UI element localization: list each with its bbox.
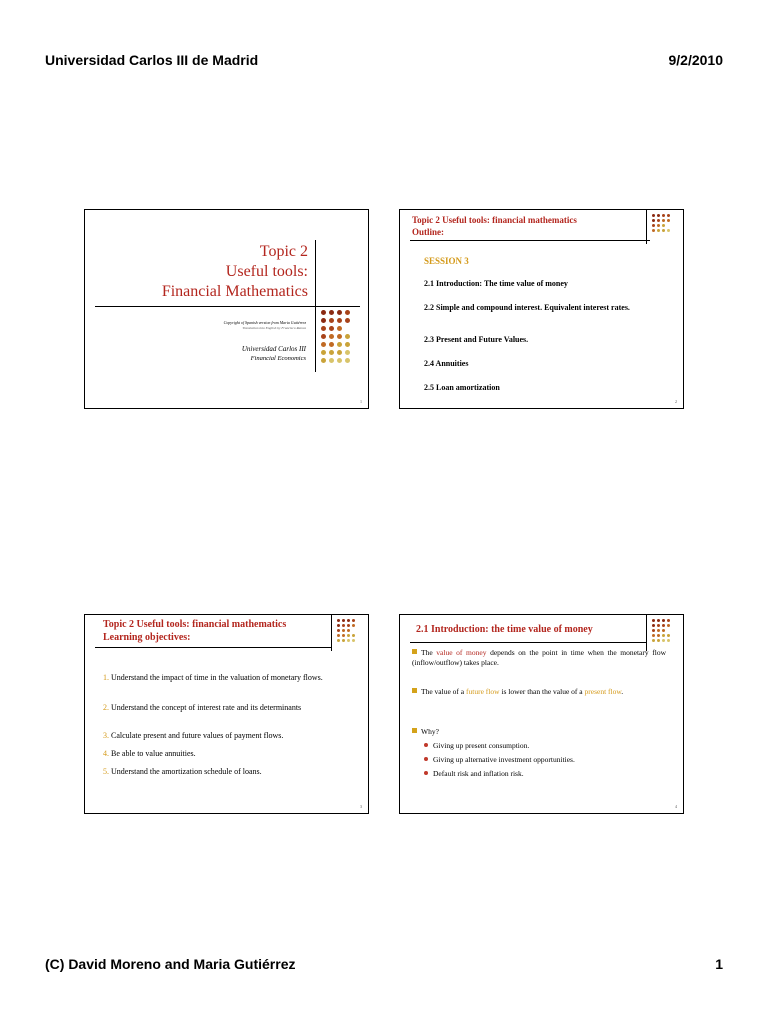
slide4-sub-1: Giving up present consumption. xyxy=(424,741,529,750)
pattern-dot xyxy=(345,350,350,355)
pattern-dot xyxy=(657,214,660,217)
pattern-dot xyxy=(667,634,670,637)
round-bullet-icon xyxy=(424,743,428,747)
pattern-dot xyxy=(321,358,326,363)
pattern-dot xyxy=(337,629,340,632)
slide3-title-2: Learning objectives: xyxy=(103,632,191,643)
slide1-title-3: Financial Mathematics xyxy=(161,283,308,300)
slide4-bullet-1: The value of money depends on the point in time when the monetary flow (inflow/outflow) takes place. xyxy=(412,648,666,667)
pattern-dot xyxy=(321,334,326,339)
pattern-dot xyxy=(347,634,350,637)
pattern-dot xyxy=(329,326,334,331)
pattern-dot xyxy=(652,229,655,232)
slide2-item-1: 2.1 Introduction: The time value of money xyxy=(424,279,568,288)
pattern-dot xyxy=(662,619,665,622)
pattern-dot xyxy=(652,629,655,632)
slide3-title-1: Topic 2 Useful tools: financial mathematics xyxy=(103,619,287,630)
pattern-dot xyxy=(337,350,342,355)
pattern-dot xyxy=(662,624,665,627)
slide-2 xyxy=(399,209,684,409)
pattern-dot xyxy=(657,634,660,637)
pattern-dot xyxy=(345,334,350,339)
pattern-dot xyxy=(662,224,665,227)
slide3-objective-3: 3. Calculate present and future values of payment flows. xyxy=(103,731,284,740)
pattern-dot xyxy=(652,224,655,227)
pattern-dot xyxy=(342,624,345,627)
slide2-item-5: 2.5 Loan amortization xyxy=(424,383,500,392)
slide2-title-2: Outline: xyxy=(412,227,445,237)
pattern-dot xyxy=(657,229,660,232)
slide2-item-4: 2.4 Annuities xyxy=(424,359,469,368)
pattern-dot xyxy=(345,342,350,347)
pattern-dot xyxy=(667,639,670,642)
pattern-dot xyxy=(337,326,342,331)
pattern-dot xyxy=(667,619,670,622)
pattern-dot xyxy=(337,619,340,622)
pattern-dot xyxy=(352,624,355,627)
slide1-copyright-2: Translation into English by Francisco Ramos xyxy=(242,326,306,330)
pattern-dot xyxy=(652,219,655,222)
slide4-sub-3: Default risk and inflation risk. xyxy=(424,769,524,778)
slide-1 xyxy=(84,209,369,409)
slide4-sub-2: Giving up alternative investment opportunities. xyxy=(424,755,575,764)
pattern-dot xyxy=(337,342,342,347)
pattern-dot xyxy=(342,629,345,632)
pattern-dot xyxy=(329,318,334,323)
pattern-dot xyxy=(337,310,342,315)
pattern-dot xyxy=(667,229,670,232)
pattern-dot xyxy=(321,350,326,355)
square-bullet-icon xyxy=(412,649,417,654)
pattern-dot xyxy=(657,629,660,632)
square-bullet-icon xyxy=(412,728,417,733)
round-bullet-icon xyxy=(424,757,428,761)
slide1-title-2: Useful tools: xyxy=(225,263,308,280)
round-bullet-icon xyxy=(424,771,428,775)
slide4-bullet-why: Why? xyxy=(412,727,439,736)
pattern-dot xyxy=(329,350,334,355)
pattern-dot xyxy=(652,639,655,642)
pattern-dot xyxy=(667,214,670,217)
slide3-objective-2: 2. Understand the concept of interest rate and its determinants xyxy=(103,703,302,712)
doc-footer-left: (C) David Moreno and Maria Gutiérrez xyxy=(45,956,296,972)
slide4-bullet-2: The value of a future flow is lower than the value of a present flow. xyxy=(412,687,666,697)
slide3-objective-4: 4. Be able to value annuities. xyxy=(103,749,196,758)
pattern-dot xyxy=(337,639,340,642)
slide-4 xyxy=(399,614,684,814)
pattern-dot xyxy=(342,619,345,622)
pattern-dot xyxy=(652,214,655,217)
doc-header-left: Universidad Carlos III de Madrid xyxy=(45,52,259,68)
slide2-session: SESSION 3 xyxy=(424,256,469,266)
pattern-dot xyxy=(352,634,355,637)
pattern-dot xyxy=(337,634,340,637)
pattern-dot xyxy=(652,619,655,622)
pattern-dot xyxy=(662,214,665,217)
pattern-dot xyxy=(329,310,334,315)
pattern-dot xyxy=(667,624,670,627)
slide1-title-1: Topic 2 xyxy=(259,243,308,260)
pattern-dot xyxy=(662,634,665,637)
square-bullet-icon xyxy=(412,688,417,693)
pattern-dot xyxy=(347,629,350,632)
pattern-dot xyxy=(345,358,350,363)
pattern-dot xyxy=(662,229,665,232)
doc-footer-right: 1 xyxy=(715,956,723,972)
slide4-title: 2.1 Introduction: the time value of money xyxy=(416,624,593,635)
pattern-dot xyxy=(347,624,350,627)
pattern-dot xyxy=(321,310,326,315)
pattern-dot xyxy=(321,318,326,323)
pattern-dot xyxy=(662,219,665,222)
pattern-dot xyxy=(342,634,345,637)
slide4-page-number: 4 xyxy=(675,804,677,809)
pattern-dot xyxy=(667,219,670,222)
pattern-dot xyxy=(657,639,660,642)
pattern-dot xyxy=(321,342,326,347)
slide1-page-number: 1 xyxy=(360,399,362,404)
slide1-university: Universidad Carlos III xyxy=(241,345,306,353)
pattern-dot xyxy=(329,358,334,363)
pattern-dot xyxy=(352,619,355,622)
pattern-dot xyxy=(321,326,326,331)
slide3-page-number: 3 xyxy=(360,804,362,809)
pattern-dot xyxy=(662,629,665,632)
slide3-objective-1: 1. Understand the impact of time in the valuation of monetary flows. xyxy=(103,673,323,682)
pattern-dot xyxy=(337,358,342,363)
pattern-dot xyxy=(657,219,660,222)
pattern-dot xyxy=(345,310,350,315)
pattern-dot xyxy=(662,639,665,642)
pattern-dot xyxy=(347,619,350,622)
slide2-page-number: 2 xyxy=(675,399,677,404)
slide1-course: Financial Economics xyxy=(250,355,306,362)
pattern-dot xyxy=(329,334,334,339)
pattern-dot xyxy=(652,634,655,637)
doc-header-right: 9/2/2010 xyxy=(668,52,723,68)
slide3-objective-5: 5. Understand the amortization schedule of loans. xyxy=(103,767,262,776)
slide1-copyright-1: Copyright of Spanish version from Maria Gutiérrez xyxy=(223,320,306,325)
slide2-title-1: Topic 2 Useful tools: financial mathematics xyxy=(412,215,577,225)
pattern-dot xyxy=(657,619,660,622)
pattern-dot xyxy=(337,318,342,323)
slide-3 xyxy=(84,614,369,814)
pattern-dot xyxy=(652,624,655,627)
pattern-dot xyxy=(347,639,350,642)
slide2-item-3: 2.3 Present and Future Values. xyxy=(424,335,529,344)
pattern-dot xyxy=(342,639,345,642)
pattern-dot xyxy=(352,639,355,642)
pattern-dot xyxy=(345,318,350,323)
pattern-dot xyxy=(337,334,342,339)
pattern-dot xyxy=(337,624,340,627)
pattern-dot xyxy=(657,224,660,227)
slide2-item-2: 2.2 Simple and compound interest. Equivalent interest rates. xyxy=(424,303,630,312)
pattern-dot xyxy=(657,624,660,627)
pattern-dot xyxy=(329,342,334,347)
